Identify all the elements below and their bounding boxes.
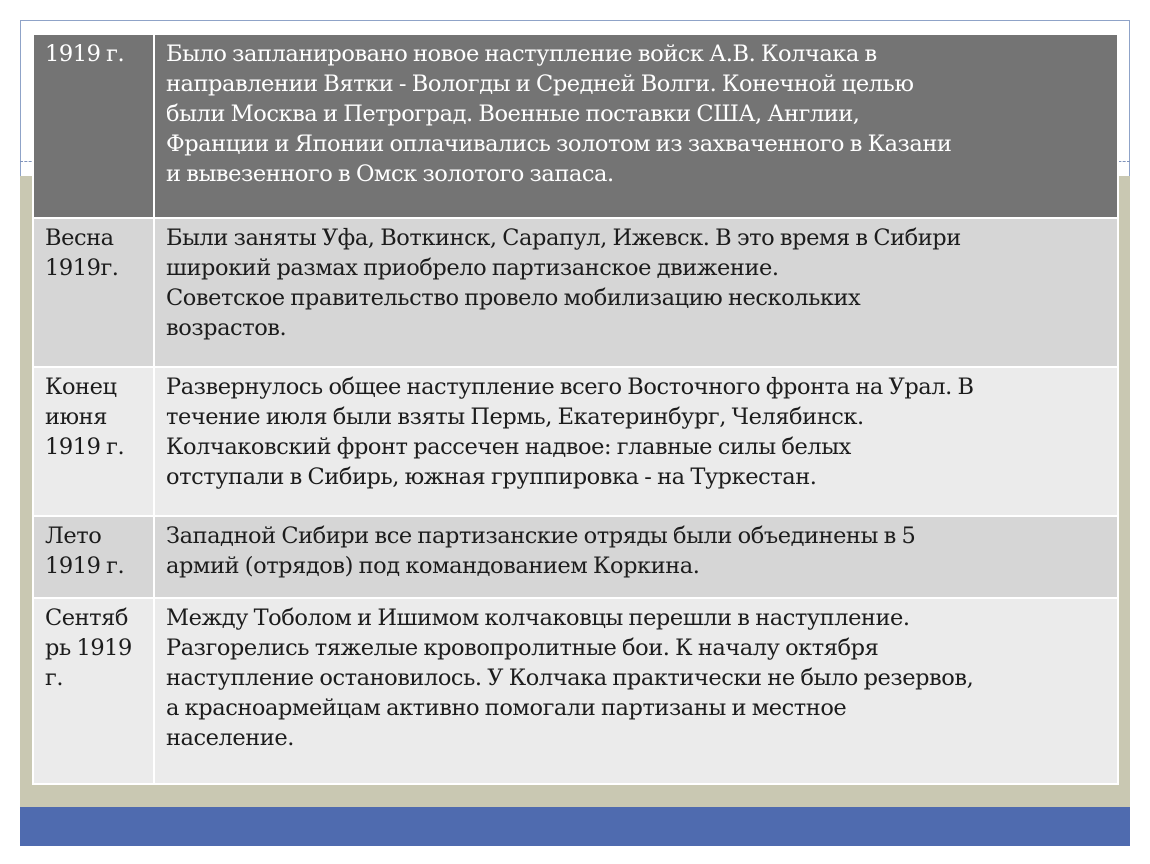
- event-line: Было запланировано новое наступление войск А.В. Колчака в: [166, 41, 877, 67]
- table-row: [33, 34, 1118, 218]
- date-cell: [33, 598, 154, 784]
- event-line: Колчаковский фронт рассечен надвое: главные силы белых: [166, 434, 851, 460]
- event-line: Франции и Японии оплачивались золотом из захваченного в Казани: [166, 131, 952, 157]
- event-line: и вывезенного в Омск золотого запаса.: [166, 161, 614, 187]
- date-line: Лето: [45, 523, 102, 549]
- date-line: 1919 г.: [45, 41, 125, 67]
- date-cell: [33, 34, 154, 218]
- event-line: армий (отрядов) под командованием Коркина.: [166, 553, 700, 579]
- event-line: возрастов.: [166, 315, 287, 341]
- date-line: 1919г.: [45, 255, 119, 281]
- date-line: Сентяб: [45, 605, 129, 631]
- event-line: Разгорелись тяжелые кровопролитные бои. К началу октября: [166, 635, 879, 661]
- event-cell: [154, 516, 1118, 598]
- event-line: Западной Сибири все партизанские отряды были объединены в 5: [166, 523, 916, 549]
- event-line: наступление остановилось. У Колчака практически не было резервов,: [166, 665, 974, 691]
- date-line: г.: [45, 665, 64, 691]
- event-line: отступали в Сибирь, южная группировка - на Туркестан.: [166, 464, 817, 490]
- event-line: Между Тоболом и Ишимом колчаковцы перешли в наступление.: [166, 605, 910, 631]
- date-line: Конец: [45, 374, 117, 400]
- event-cell: [154, 598, 1118, 784]
- event-line: Были заняты Уфа, Воткинск, Сарапул, Ижевск. В это время в Сибири: [166, 225, 961, 251]
- event-cell: [154, 34, 1118, 218]
- event-line: направлении Вятки - Вологды и Средней Волги. Конечной целью: [166, 71, 914, 97]
- table-row: [33, 516, 1118, 598]
- event-cell: [154, 367, 1118, 516]
- event-cell: [154, 218, 1118, 367]
- table-row: [33, 367, 1118, 516]
- event-line: широкий размах приобрело партизанское движение.: [166, 255, 779, 281]
- event-line: Советское правительство провело мобилизацию нескольких: [166, 285, 861, 311]
- event-line: а красноармейцам активно помогали партизаны и местное: [166, 695, 847, 721]
- timeline-table: [32, 33, 1119, 785]
- date-line: Весна: [45, 225, 114, 251]
- date-cell: [33, 367, 154, 516]
- event-line: Развернулось общее наступление всего Восточного фронта на Урал. В: [166, 374, 974, 400]
- table-row: [33, 598, 1118, 784]
- date-line: 1919 г.: [45, 434, 125, 460]
- event-line: население.: [166, 725, 294, 751]
- date-cell: [33, 218, 154, 367]
- date-line: июня: [45, 404, 107, 430]
- event-line: течение июля были взяты Пермь, Екатеринбург, Челябинск.: [166, 404, 864, 430]
- footer-bar: [20, 807, 1130, 846]
- table-row: [33, 218, 1118, 367]
- event-line: были Москва и Петроград. Военные поставки США, Англии,: [166, 101, 860, 127]
- date-line: 1919 г.: [45, 553, 125, 579]
- date-cell: [33, 516, 154, 598]
- date-line: рь 1919: [45, 635, 132, 661]
